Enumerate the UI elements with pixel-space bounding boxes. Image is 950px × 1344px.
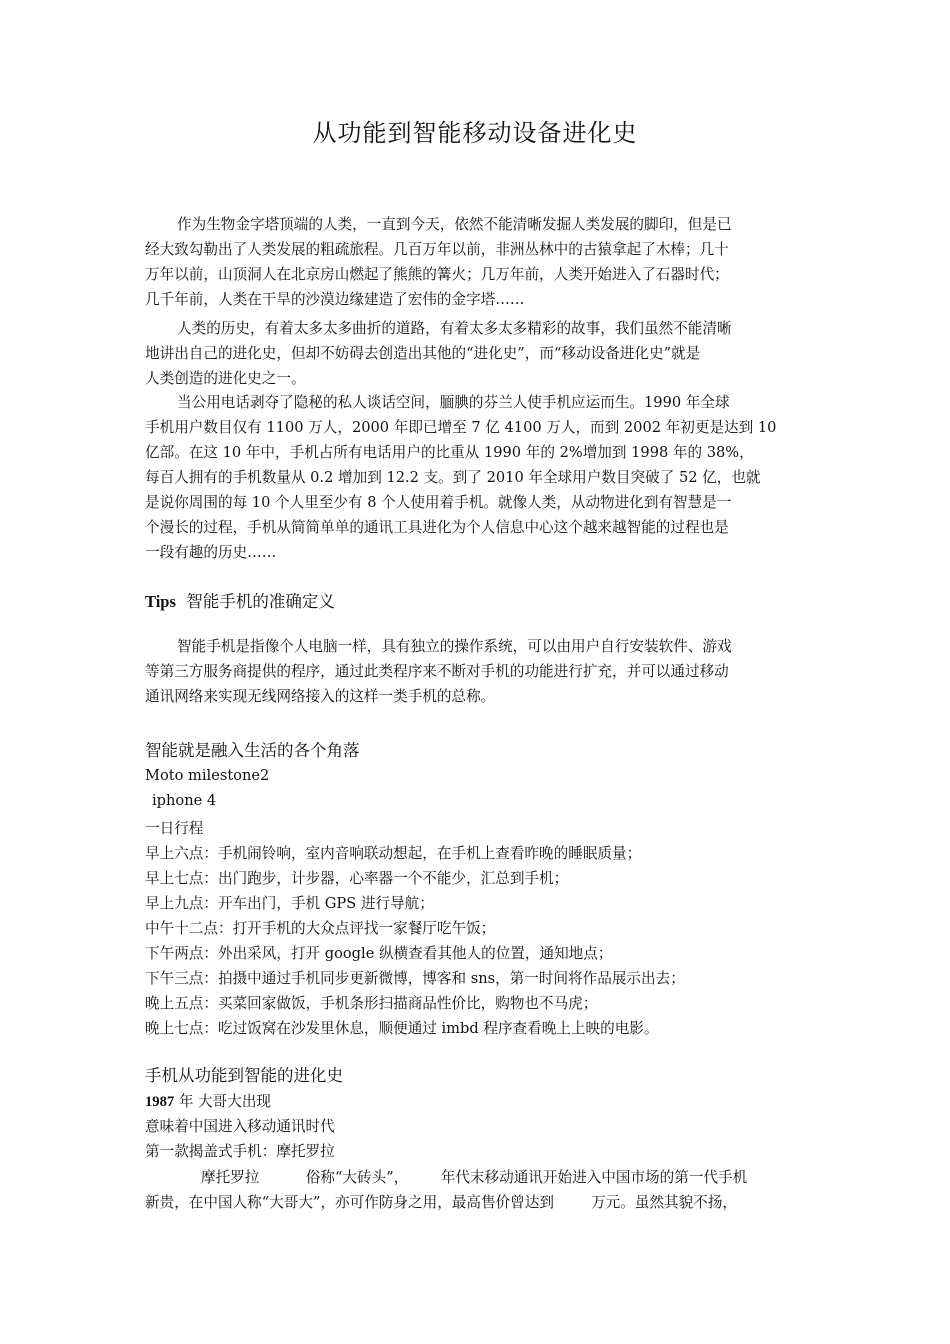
phone-name: iphone 4 (152, 792, 217, 809)
history-heading: 手机从功能到智能的进化史 (145, 1066, 343, 1085)
text-line: 新贵，在中国人称“大哥大”，亦可作防身之用，最高售价曾达到 万元。虽然其貌不扬， (145, 1194, 738, 1211)
text-line: 个漫长的过程，手机从简简单单的通讯工具进化为个人信息中心这个越来越智能的过程也是 (145, 519, 729, 536)
text-line: 经大致勾勒出了人类发展的粗疏旅程。几百万年以前，非洲丛林中的古猿拿起了木棒；几十 (145, 241, 729, 258)
text-line: 亿部。在这 10 年中，手机占所有电话用户的比重从 1990 年的 2%增加到 1998 年的 38%， (145, 444, 754, 461)
text-line: 摩托罗拉 俗称“大砖头”， 年代末移动通讯开始进入中国市场的第一代手机 (201, 1169, 748, 1186)
text-line: 当公用电话剥夺了隐秘的私人谈话空间，腼腆的芬兰人使手机应运而生。1990 年全球 (177, 394, 730, 411)
text-line: 通讯网络来实现无线网络接入的这样一类手机的总称。 (145, 688, 496, 705)
schedule-item: 晚上五点：买菜回家做饭，手机条形扫描商品性价比，购物也不马虎； (145, 995, 598, 1012)
text-line: 地讲出自己的进化史，但却不妨碍去创造出其他的“进化史”，而“移动设备进化史”就是 (145, 345, 701, 362)
text-line: 手机用户数目仅有 1100 万人，2000 年即已增至 7 亿 4100 万人，而到 2002 年初更是达到 10 (145, 419, 777, 436)
intro-paragraph-2 (145, 316, 807, 391)
schedule-item: 早上七点：出门跑步，计步器，心率器一个不能少，汇总到手机； (145, 870, 569, 887)
tips-title: 智能手机的准确定义 (186, 592, 335, 611)
schedule-item: 早上九点：开车出门，手机 GPS 进行导航； (145, 895, 434, 912)
history-year-text: 年 大哥大出现 (178, 1093, 272, 1110)
history-line: 意味着中国进入移动通讯时代 (145, 1118, 335, 1135)
history-year-line (145, 1090, 271, 1111)
intro-paragraph-1 (145, 212, 807, 312)
text-line: 是说你周围的每 10 个人里至少有 8 个人使用着手机。就像人类，从动物进化到有智慧是一 (145, 494, 732, 511)
text-line: 等第三方服务商提供的程序，通过此类程序来不断对手机的功能进行扩充，并可以通过移动 (145, 663, 729, 680)
history-line: 第一款揭盖式手机：摩托罗拉 (145, 1143, 335, 1160)
schedule-item: 晚上七点：吃过饭窝在沙发里休息，顺便通过 imbd 程序查看晚上上映的电影。 (145, 1020, 659, 1037)
text-line: 一段有趣的历史…… (145, 544, 277, 561)
life-heading: 智能就是融入生活的各个角落 (145, 741, 360, 760)
text-line: 人类创造的进化史之一。 (145, 370, 306, 387)
tips-heading (145, 588, 335, 612)
schedule-item: 下午三点：拍摄中通过手机同步更新微博，博客和 sns，第一时间将作品展示出去； (145, 970, 685, 987)
text-line: 万年以前，山顶洞人在北京房山燃起了熊熊的篝火；几万年前，人类开始进入了石器时代； (145, 266, 729, 283)
schedule-item: 早上六点：手机闹铃响，室内音响联动想起，在手机上查看昨晚的睡眠质量； (145, 845, 642, 862)
text-line: 智能手机是指像个人电脑一样，具有独立的操作系统，可以由用户自行安装软件、游戏 (177, 638, 732, 655)
tips-paragraph (145, 634, 807, 709)
intro-paragraph-3 (145, 390, 807, 565)
schedule-title: 一日行程 (145, 820, 204, 837)
history-paragraph (145, 1165, 807, 1215)
schedule-item: 下午两点：外出采风，打开 google 纵横查看其他人的位置，通知地点； (145, 945, 613, 962)
schedule-item: 中午十二点：打开手机的大众点评找一家餐厅吃午饭； (145, 920, 496, 937)
history-year: 1987 (145, 1094, 175, 1110)
text-line: 作为生物金字塔顶端的人类，一直到今天，依然不能清晰发掘人类发展的脚印，但是已 (177, 216, 732, 233)
text-line: 几千年前，人类在干旱的沙漠边缘建造了宏伟的金字塔…… (145, 291, 525, 308)
tips-label: Tips (145, 592, 176, 611)
text-line: 每百人拥有的手机数量从 0.2 增加到 12.2 支。到了 2010 年全球用户数目突破了 52 亿，也就 (145, 469, 761, 486)
page-title: 从功能到智能移动设备进化史 (312, 119, 638, 147)
text-line: 人类的历史，有着太多太多曲折的道路，有着太多太多精彩的故事，我们虽然不能清晰 (177, 320, 732, 337)
phone-name: Moto milestone2 (145, 767, 270, 784)
